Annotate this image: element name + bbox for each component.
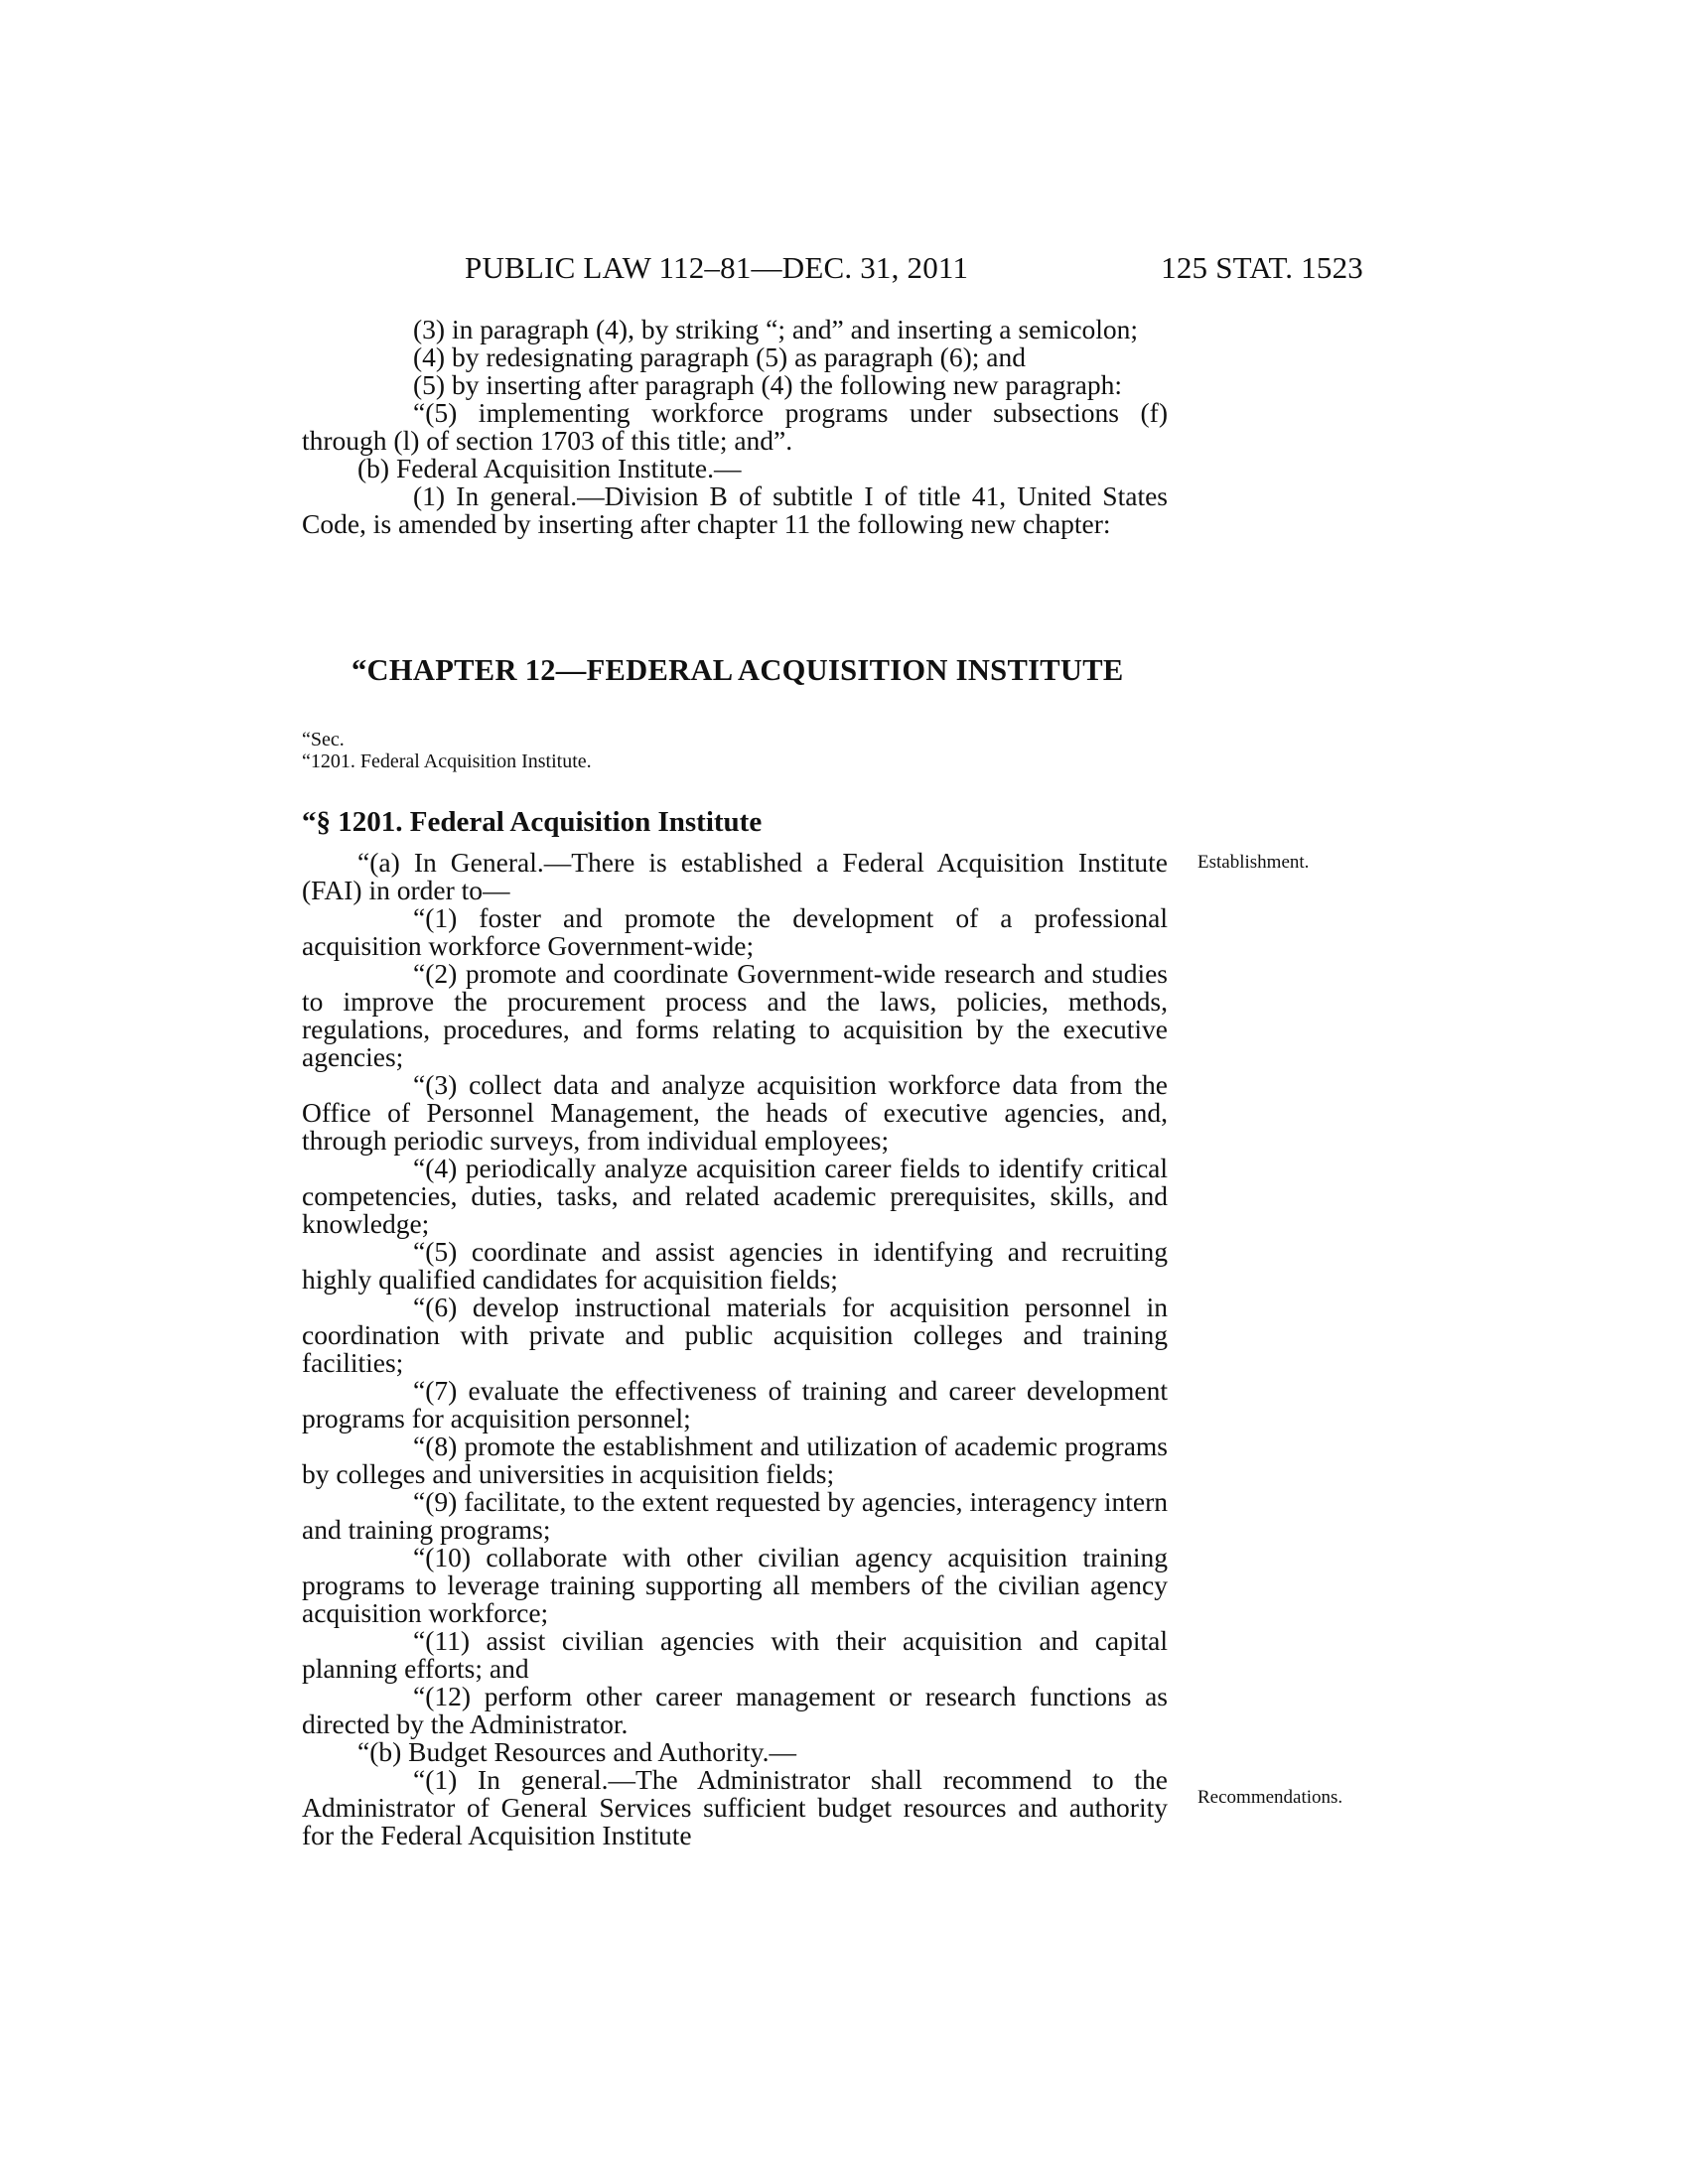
list-item: “(2) promote and coordinate Government-wide research and studies to improve the procurement process and the laws, policies, methods, regulations, procedures, and forms relating to acquisition by the executive agencies;: [302, 958, 1168, 1072]
subsection-heading: (b) Federal Acquisition Institute.—: [357, 453, 742, 483]
list-item: “(4) periodically analyze acquisition career fields to identify critical competencies, duties, tasks, and related academic prerequisites, skills, and knowledge;: [302, 1153, 1168, 1239]
section-heading: “§ 1201. Federal Acquisition Institute: [302, 806, 763, 838]
subsection-a: “(a) In General.—There is established a Federal Acquisition Institute (FAI) in order to—: [302, 847, 1168, 905]
running-head-right: 125 STAT. 1523: [1161, 250, 1363, 285]
paragraph: (3) in paragraph (4), by striking “; and” and inserting a semicolon;: [413, 314, 1139, 344]
list-item: “(6) develop instructional materials for acquisition personnel in coordination with private and public acquisition colleges and training facilities;: [302, 1292, 1168, 1378]
list-item: “(12) perform other career management or research functions as directed by the Administrator.: [302, 1681, 1168, 1739]
subsection-b: “(b) Budget Resources and Authority.—: [357, 1736, 796, 1767]
paragraph: (4) by redesignating paragraph (5) as paragraph (6); and: [413, 341, 1026, 372]
list-item: “(11) assist civilian agencies with their acquisition and capital planning efforts; and: [302, 1625, 1168, 1684]
margin-note-recommendations: Recommendations.: [1197, 1787, 1343, 1808]
margin-note-establishment: Establishment.: [1197, 852, 1310, 873]
quoted-paragraph: “(5) implementing workforce programs under subsections (f) through (l) of section 1703 of this title; and”.: [302, 397, 1168, 456]
list-item: “(3) collect data and analyze acquisition workforce data from the Office of Personnel Management, the heads of executive agencies, and, through periodic surveys, from individual employees;: [302, 1069, 1168, 1156]
list-item: “(1) In general.—The Administrator shall recommend to the Administrator of General Services sufficient budget resources and authority for the Federal Acquisition Institute: [302, 1764, 1168, 1850]
amendment-block: [302, 316, 1168, 538]
list-item: “(9) facilitate, to the extent requested by agencies, interagency intern and training programs;: [302, 1486, 1168, 1545]
list-item: “(10) collaborate with other civilian agency acquisition training programs to leverage training supporting all members of the civilian agency acquisition workforce;: [302, 1542, 1168, 1628]
list-item: “(8) promote the establishment and utilization of academic programs by colleges and universities in acquisition fields;: [302, 1431, 1168, 1489]
paragraph: (1) In general.—Division B of subtitle I of title 41, United States Code, is amended by inserting after chapter 11 the following new chapter:: [302, 480, 1168, 539]
paragraph: (5) by inserting after paragraph (4) the following new paragraph:: [413, 369, 1122, 400]
list-item: “(1) foster and promote the development of a professional acquisition workforce Government-wide;: [302, 902, 1168, 961]
chapter-heading: “CHAPTER 12—FEDERAL ACQUISITION INSTITUTE: [352, 653, 1124, 687]
toc-sec-label: “Sec.: [302, 729, 345, 751]
list-item: “(7) evaluate the effectiveness of training and career development programs for acquisition personnel;: [302, 1375, 1168, 1433]
running-head-left: PUBLIC LAW 112–81—DEC. 31, 2011: [465, 250, 969, 285]
toc-entry: “1201. Federal Acquisition Institute.: [302, 751, 592, 772]
section-body: [302, 849, 1168, 1849]
list-item: “(5) coordinate and assist agencies in identifying and recruiting highly qualified candidates for acquisition fields;: [302, 1236, 1168, 1295]
